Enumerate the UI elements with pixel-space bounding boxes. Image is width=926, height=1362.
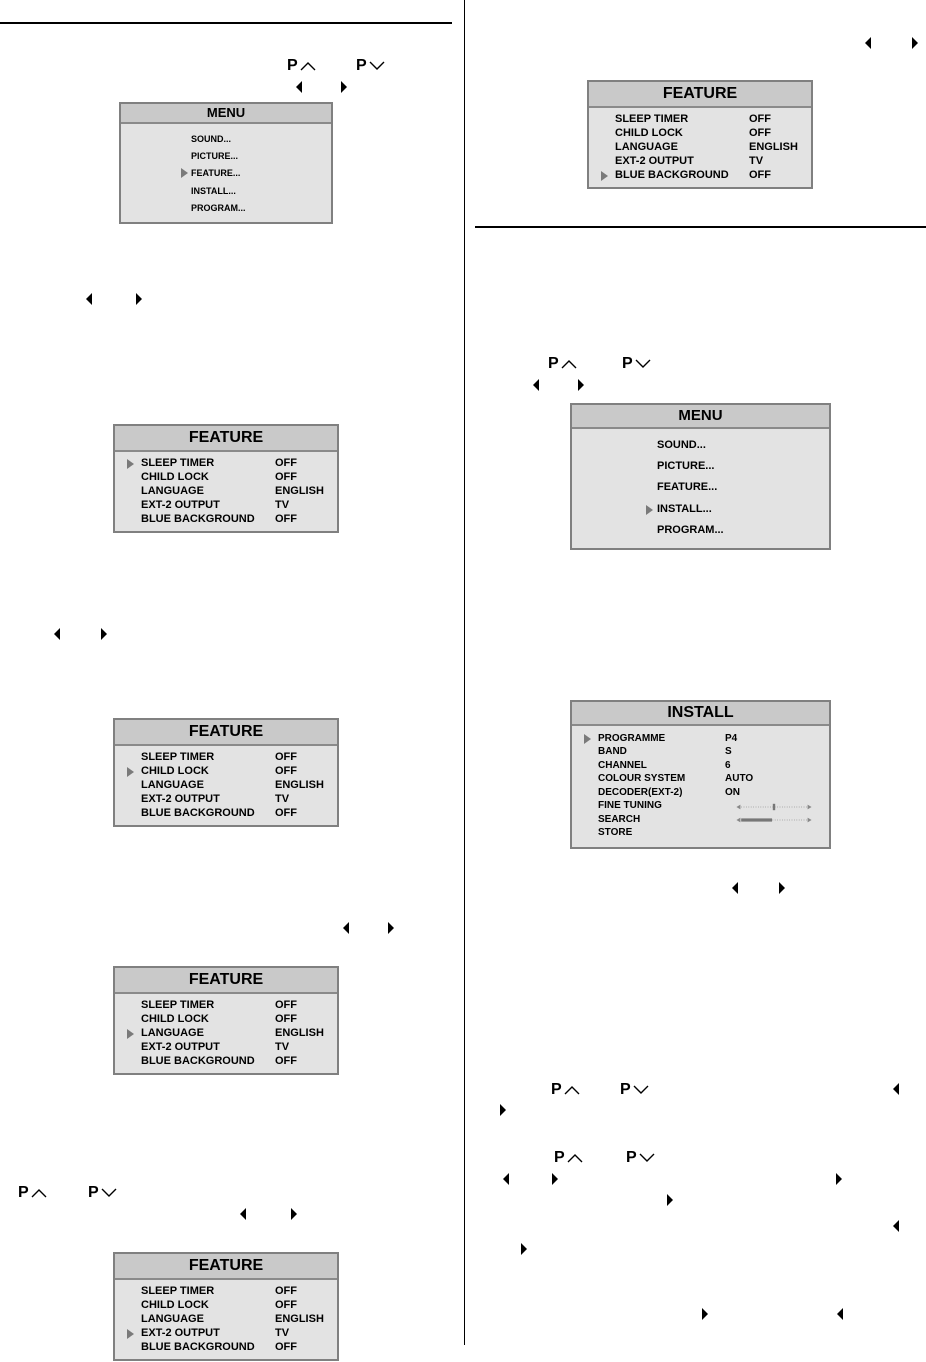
install-label: CHANNEL (598, 760, 647, 771)
feature-value: ENGLISH (275, 1027, 324, 1039)
feature-title: FEATURE (115, 720, 337, 746)
right-arrow-icon (291, 1208, 297, 1220)
chevron-up-icon (561, 358, 577, 370)
selection-arrow-icon (181, 168, 188, 178)
menu-title: MENU (121, 104, 331, 124)
right-arrow-icon (578, 379, 584, 391)
selection-arrow-icon (584, 734, 591, 744)
left-arrow-icon (893, 1083, 899, 1095)
feature-label: EXT-2 OUTPUT (141, 793, 220, 805)
feature-value: OFF (749, 169, 771, 181)
feature-label: CHILD LOCK (141, 765, 209, 777)
p-down-key: P (88, 1185, 117, 1201)
feature-label: EXT-2 OUTPUT (141, 499, 220, 511)
feature-title: FEATURE (115, 1254, 337, 1280)
left-arrow-icon (343, 922, 349, 934)
chevron-up-icon (300, 60, 316, 72)
right-arrow-icon (702, 1308, 708, 1320)
feature-menu-4 (113, 1252, 339, 1361)
feature-menu-3 (113, 966, 339, 1075)
p-down-key: P (356, 58, 385, 74)
right-arrow-icon (552, 1173, 558, 1185)
feature-value: OFF (275, 1341, 297, 1353)
feature-label: BLUE BACKGROUND (615, 169, 729, 181)
feature-value: TV (275, 1041, 290, 1053)
selection-arrow-icon (601, 171, 608, 181)
menu-title: MENU (572, 405, 829, 429)
feature-label: LANGUAGE (141, 779, 204, 791)
chevron-down-icon (101, 1187, 117, 1199)
feature-label: LANGUAGE (141, 1313, 204, 1325)
p-down-key: P (626, 1150, 655, 1166)
feature-value: ENGLISH (749, 141, 798, 153)
feature-value: OFF (275, 999, 297, 1011)
chevron-down-icon (369, 60, 385, 72)
right-arrow-icon (912, 37, 918, 49)
p-down-key: P (620, 1082, 649, 1098)
feature-label: BLUE BACKGROUND (141, 1055, 255, 1067)
feature-value: OFF (275, 457, 297, 469)
feature-value: OFF (275, 1013, 297, 1025)
install-label: FINE TUNING (598, 800, 662, 811)
feature-value: ENGLISH (275, 779, 324, 791)
feature-label: EXT-2 OUTPUT (141, 1327, 220, 1339)
chevron-down-icon (633, 1084, 649, 1096)
left-arrow-icon (533, 379, 539, 391)
feature-label: LANGUAGE (141, 1027, 204, 1039)
install-value: P4 (725, 733, 738, 744)
left-arrow-icon (86, 293, 92, 305)
section-rule-right (475, 226, 926, 228)
feature-label: LANGUAGE (615, 141, 678, 153)
right-arrow-icon (521, 1243, 527, 1255)
main-menu-large (570, 403, 831, 550)
feature-label: CHILD LOCK (141, 471, 209, 483)
install-value: ON (725, 787, 740, 798)
feature-value: OFF (275, 471, 297, 483)
right-arrow-icon (341, 81, 347, 93)
install-label: PROGRAMME (598, 733, 666, 744)
main-menu-small (119, 102, 333, 224)
feature-value: OFF (275, 807, 297, 819)
feature-value: TV (749, 155, 764, 167)
search-progress-fill (741, 818, 772, 821)
feature-value: OFF (275, 1055, 297, 1067)
p-up-key: P (551, 1082, 580, 1098)
install-label: SEARCH (598, 814, 641, 825)
left-arrow-icon (865, 37, 871, 49)
left-arrow-icon (893, 1220, 899, 1232)
feature-label: BLUE BACKGROUND (141, 1341, 255, 1353)
install-title: INSTALL (572, 702, 829, 726)
feature-label: CHILD LOCK (141, 1013, 209, 1025)
right-arrow-icon (136, 293, 142, 305)
feature-menu-5 (587, 80, 813, 189)
install-menu (570, 700, 831, 849)
feature-menu-2 (113, 718, 339, 827)
top-rule-left (0, 22, 452, 24)
right-arrow-icon (101, 628, 107, 640)
feature-label: BLUE BACKGROUND (141, 513, 255, 525)
feature-label: EXT-2 OUTPUT (615, 155, 694, 167)
column-divider (464, 0, 465, 1345)
right-arrow-icon (388, 922, 394, 934)
feature-value: OFF (749, 127, 771, 139)
menu-item: SOUND... (191, 134, 232, 144)
menu-item: INSTALL... (191, 186, 236, 196)
p-up-key: P (287, 58, 316, 74)
left-arrow-icon (54, 628, 60, 640)
feature-label: BLUE BACKGROUND (141, 807, 255, 819)
p-down-key: P (622, 356, 651, 372)
feature-title: FEATURE (115, 426, 337, 452)
left-arrow-icon (296, 81, 302, 93)
install-label: BAND (598, 746, 627, 757)
fine-tuning-slider (727, 803, 821, 811)
feature-title: FEATURE (115, 968, 337, 994)
chevron-up-icon (564, 1084, 580, 1096)
menu-item: PROGRAM... (657, 524, 724, 536)
right-arrow-icon (779, 882, 785, 894)
p-up-key: P (548, 356, 577, 372)
chevron-down-icon (635, 358, 651, 370)
selection-arrow-icon (127, 459, 134, 469)
menu-item: PICTURE... (191, 151, 239, 161)
install-label: COLOUR SYSTEM (598, 773, 686, 784)
feature-label: SLEEP TIMER (141, 457, 215, 469)
menu-item: FEATURE... (191, 168, 241, 178)
chevron-down-icon (639, 1152, 655, 1164)
left-arrow-icon (732, 882, 738, 894)
feature-label: CHILD LOCK (615, 127, 683, 139)
selection-arrow-icon (646, 505, 653, 515)
menu-item: SOUND... (657, 439, 706, 451)
menu-item: INSTALL... (657, 503, 712, 515)
feature-value: OFF (275, 1299, 297, 1311)
feature-label: EXT-2 OUTPUT (141, 1041, 220, 1053)
feature-title: FEATURE (589, 82, 811, 108)
right-arrow-icon (836, 1173, 842, 1185)
left-arrow-icon (240, 1208, 246, 1220)
right-arrow-icon (500, 1104, 506, 1116)
selection-arrow-icon (127, 1029, 134, 1039)
feature-value: TV (275, 1327, 290, 1339)
install-value: 6 (725, 760, 731, 771)
menu-item: FEATURE... (657, 481, 718, 493)
feature-value: OFF (275, 513, 297, 525)
install-value: AUTO (725, 773, 754, 784)
menu-item: PICTURE... (657, 460, 715, 472)
left-arrow-icon (503, 1173, 509, 1185)
install-value: S (725, 746, 732, 757)
search-slider (727, 816, 821, 824)
install-label: DECODER(EXT-2) (598, 787, 683, 798)
feature-value: ENGLISH (275, 1313, 324, 1325)
feature-label: SLEEP TIMER (141, 999, 215, 1011)
feature-value: TV (275, 499, 290, 511)
chevron-up-icon (567, 1152, 583, 1164)
p-up-key: P (554, 1150, 583, 1166)
feature-label: SLEEP TIMER (615, 113, 689, 125)
left-arrow-icon (837, 1308, 843, 1320)
selection-arrow-icon (127, 1329, 134, 1339)
feature-label: SLEEP TIMER (141, 1285, 215, 1297)
feature-value: OFF (275, 1285, 297, 1297)
selection-arrow-icon (127, 767, 134, 777)
right-arrow-icon (667, 1194, 673, 1206)
fine-tuning-knob (773, 804, 775, 810)
install-label: STORE (598, 827, 633, 838)
feature-label: LANGUAGE (141, 485, 204, 497)
feature-value: ENGLISH (275, 485, 324, 497)
feature-value: TV (275, 793, 290, 805)
chevron-up-icon (31, 1187, 47, 1199)
feature-value: OFF (749, 113, 771, 125)
feature-menu-1 (113, 424, 339, 533)
feature-label: SLEEP TIMER (141, 751, 215, 763)
feature-value: OFF (275, 751, 297, 763)
feature-label: CHILD LOCK (141, 1299, 209, 1311)
feature-value: OFF (275, 765, 297, 777)
p-up-key: P (18, 1185, 47, 1201)
menu-item: PROGRAM... (191, 203, 246, 213)
